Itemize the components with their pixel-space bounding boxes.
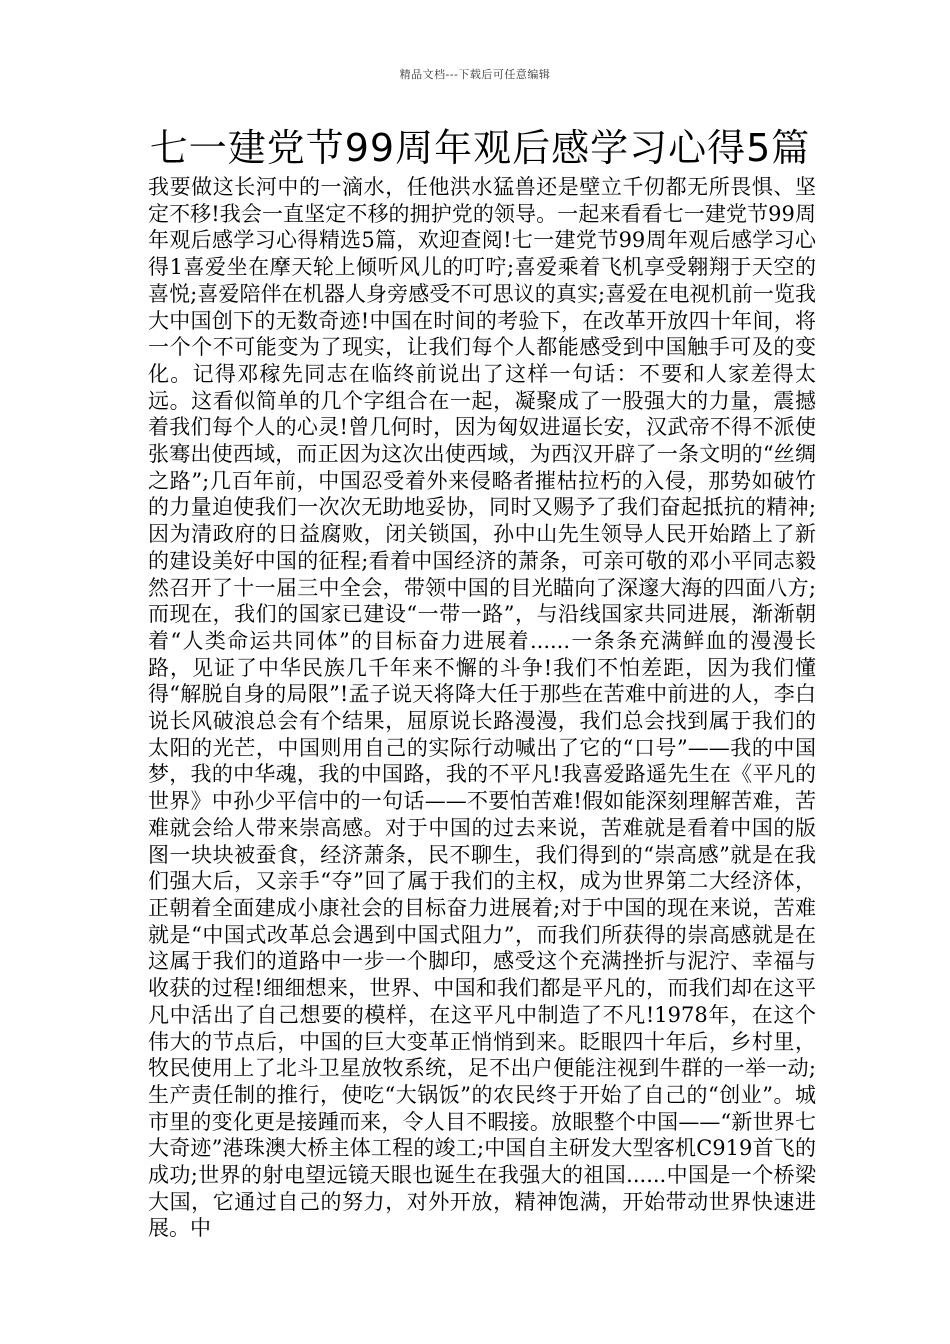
header-note: 精品文档---下载后可任意编辑 (399, 68, 551, 81)
document-title: 七一建党节99周年观后感学习心得5篇 (149, 126, 811, 170)
body-paragraph: 我要做这长河中的一滴水，任他洪水猛兽还是壁立千仞都无所畏惧、坚定不移!我会一直坚定不移的拥护党的领导。一起来看看七一建党节99周年观后感学习心得精选5篇，欢迎查阅!七一建党节99周年观后感学习心得1喜爱坐在摩天轮上倾听风儿的叮咛;喜爱乘着飞机享受翱翔于天空的喜悦;喜爱陪伴在机器人身旁感受不可思议的真实;喜爱在电视机前一览我大中国创下的无数奇迹!中国在时间的考验下，在改革开放四十年间，将一个个不可能变为了现实，让我们每个人都能感受到中国触手可及的变化。记得邓稼先同志在临终前说出了这样一句话：不要和人家差得太远。这看似简单的几个字组合在一起，凝聚成了一股强大的力量，震撼着我们每个人的心灵!曾几何时，因为匈奴进逼长安，汉武帝不得不派使张骞出使西域，而正因为这次出使西域，为西汉开辟了一条文明的“丝绸之路”;几百年前，中国忍受着外来侵略者摧枯拉朽的入侵，那势如破竹的力量迫使我们一次次无助地妥协，同时又赐予了我们奋起抵抗的精神;因为清政府的日益腐败，闭关锁国，孙中山先生领导人民开始踏上了新的建设美好中国的征程;看着中国经济的萧条，可亲可敬的邓小平同志毅然召开了十一届三中全会，带领中国的目光瞄向了深邃大海的四面八方;而现在，我们的国家已建设“一带一路”，与沿线国家共同进展，渐渐朝着“人类命运共同体”的目标奋力进展着......一条条充满鲜血的漫漫长路，见证了中华民族几千年来不懈的斗争!我们不怕差距，因为我们懂得“解脱自身的局限”!孟子说天将降大任于那些在苦难中前进的人，李白说长风破浪总会有个结果，屈原说长路漫漫，我们总会找到属于我们的太阳的光芒，中国则用自己的实际行动喊出了它的“口号”——我的中国梦，我的中华魂，我的中国路，我的不平凡!我喜爱路遥先生在《平凡的世界》中孙少平信中的一句话——不要怕苦难!假如能深刻理解苦难，苦难就会给人带来崇高感。对于中国的过去来说，苦难就是看着中国的版图一块块被蚕食，经济萧条，民不聊生，我们得到的“崇高感”就是在我们强大后，又亲手“夺”回了属于我们的主权，成为世界第二大经济体，正朝着全面建成小康社会的目标奋力进展着;对于中国的现在来说，苦难就是“中国式改革总会遇到中国式阻力”，而我们所获得的崇高感就是在这属于我们的道路中一步一个脚印，感受这个充满挫折与泥泞、幸福与收获的过程!细细想来，世界、中国和我们都是平凡的，而我们却在这平凡中活出了自己想要的模样，在这平凡中制造了不凡!1978年，在这个伟大的节点后，中国的巨大变革正悄悄到来。眨眼四十年后，乡村里，牧民使用上了北斗卫星放牧系统，足不出户便能注视到牛群的一举一动;生产责任制的推行，使吃“大锅饭”的农民终于开始了自己的“创业”。城市里的变化更是接踵而来，令人目不暇接。放眼整个中国——“新世界七大奇迹”港珠澳大桥主体工程的竣工;中国自主研发大型客机C919首飞的成功;世界的射电望远镜天眼也诞生在我强大的祖国......中国是一个桥梁大国，它通过自己的努力，对外开放，精神饱满，开始带动世界快速进展。中 (148, 175, 816, 1241)
